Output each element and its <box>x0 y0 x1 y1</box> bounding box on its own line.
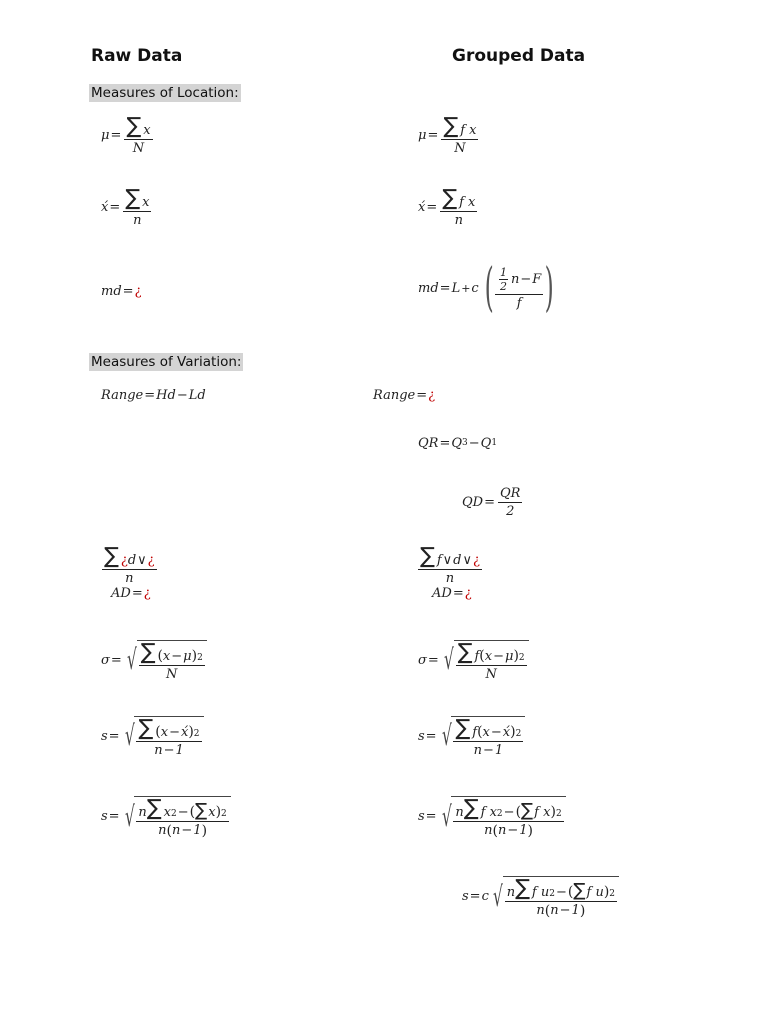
grouped-data-heading: Grouped Data <box>452 46 586 66</box>
formula-quartile-range: QR = Q 3 − Q 1 <box>418 436 498 451</box>
formula-grouped-sample-mean: x́ = ∑ f x n <box>418 186 476 228</box>
formula-raw-average-deviation: ∑ ¿ d ∨ ¿ n AD=¿ <box>104 544 155 601</box>
measures-of-location-label: Measures of Location: <box>91 85 239 101</box>
formula-raw-range: Range = Hd − Ld <box>101 388 206 403</box>
formula-raw-sample-std-dev-computational: s = √ n ∑ x 2 − ( ∑ x ) 2 n ( n − 1 ) <box>101 796 231 838</box>
formula-grouped-range: Range = ¿ <box>373 388 436 403</box>
formula-quartile-deviation: QD = $\frac{QR}{2}$ <box>462 486 521 519</box>
formula-grouped-average-deviation: ∑ f ∨ d ∨ ¿ n AD=¿ <box>420 544 480 601</box>
formula-grouped-sample-std-dev-coded: s = c √ n ∑ f u 2 − ( ∑ f u ) 2 n ( n − 1 ) <box>462 876 619 918</box>
formula-raw-median: md = ¿ <box>101 284 142 299</box>
measures-of-variation-label: Measures of Variation: <box>91 354 242 370</box>
raw-data-heading: Raw Data <box>91 46 183 66</box>
formula-grouped-sample-std-dev: s = √ ∑ f ( x − x́ ) 2 n − 1 <box>418 716 525 757</box>
formula-grouped-sample-std-dev-computational: s = √ n ∑ f x 2 − ( ∑ f x ) 2 n ( n − 1 ) <box>418 796 566 838</box>
formula-raw-sample-mean: x́ = ∑ x n <box>101 186 150 228</box>
formula-raw-population-std-dev: σ = √ ∑ ( x − μ ) 2 N <box>101 640 207 681</box>
formula-grouped-population-mean: μ = ∑ f x N <box>418 114 477 156</box>
formula-grouped-population-std-dev: σ = √ ∑ f ( x − μ ) 2 N <box>418 640 529 681</box>
formula-raw-sample-std-dev: s = √ ∑ ( x − x́ ) 2 n − 1 <box>101 716 204 757</box>
formula-raw-population-mean: μ = ∑ x N <box>101 114 151 156</box>
formula-grouped-median: md = L + c ( $\frac{1}{2}$ n − F f ) <box>418 258 555 318</box>
